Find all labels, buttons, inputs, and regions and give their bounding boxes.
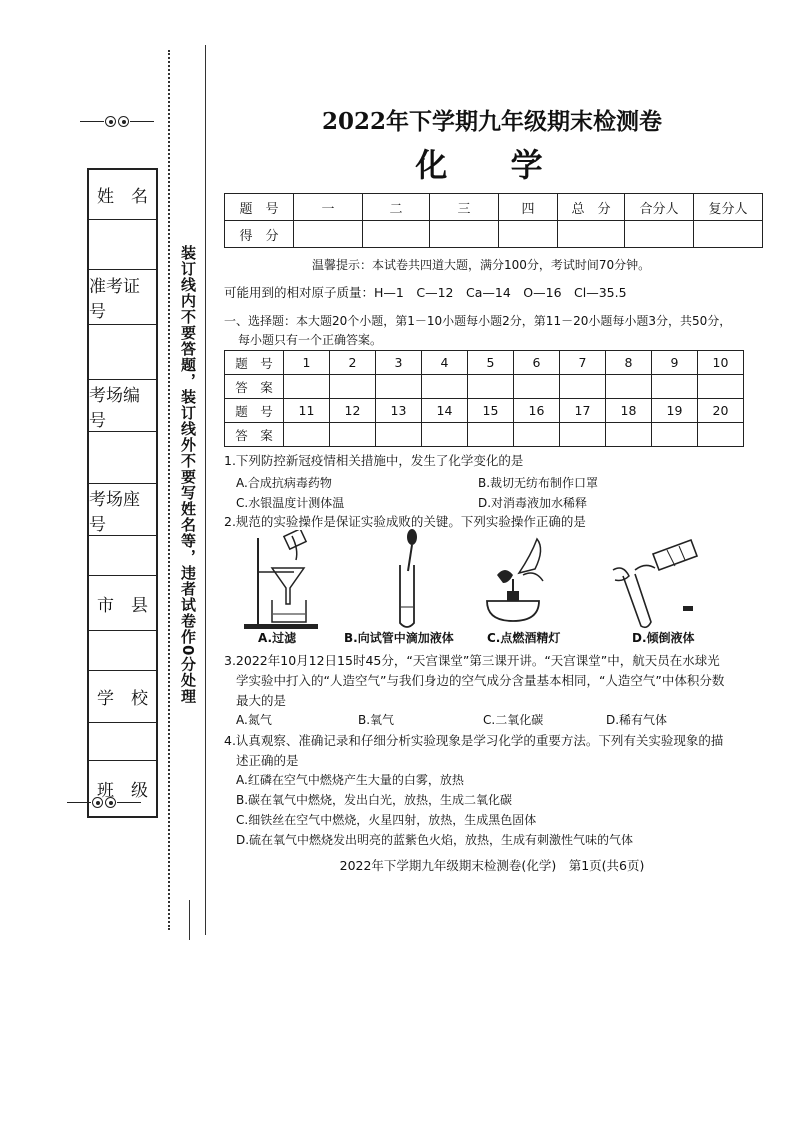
q1-option-d[interactable]: D.对消毒液加水稀释 [478, 496, 588, 510]
score-cell[interactable] [499, 221, 558, 248]
question-number: 4 [422, 351, 468, 375]
question-number: 19 [652, 399, 698, 423]
question-number: 16 [514, 399, 560, 423]
section1-line1: 一、选择题：本大题20个小题，第1－10小题每小题2分，第11－20小题每小题3分，共50分， [224, 314, 732, 328]
score-cell[interactable] [625, 221, 694, 248]
answer-row-label: 答 案 [225, 423, 284, 447]
field-seat-number-label: 考场座号 [89, 484, 156, 536]
answer-cell[interactable] [330, 423, 376, 447]
answer-cell[interactable] [698, 423, 744, 447]
binding-border [205, 45, 206, 935]
atomic-mass-note: 可能用到的相对原子质量：H—1 C—12 Ca—14 O—16 Cl—35.5 [224, 285, 627, 300]
question-number: 5 [468, 351, 514, 375]
question-number: 7 [560, 351, 606, 375]
top-ornament [80, 114, 154, 129]
subject-title: 化 学 [415, 146, 569, 184]
section1-line2: 每小题只有一个正确答案。 [238, 333, 383, 347]
exam-tip: 温馨提示：本试卷共四道大题，满分100分，考试时间70分钟。 [312, 258, 651, 272]
q3-option-b[interactable]: B.氧气 [358, 713, 395, 727]
answer-cell[interactable] [422, 423, 468, 447]
q3-line1: 3.2022年10月12日15时45分，“天宫课堂”第三课开讲。“天宫课堂”中，航天员在水球光 [224, 653, 720, 668]
question-number: 10 [698, 351, 744, 375]
q2-option-a[interactable]: A.过滤 [258, 631, 297, 645]
field-city-county-blank[interactable] [89, 631, 156, 671]
q3-line2: 学实验中打入的“人造空气”与我们身边的空气成分含量基本相同，“人造空气”中体积分数 [236, 673, 725, 688]
score-header-cell: 二 [363, 194, 430, 221]
answer-cell[interactable] [514, 423, 560, 447]
answer-cell[interactable] [284, 375, 330, 399]
page-footer: 2022年下学期九年级期末检测卷(化学) 第1页(共6页) [339, 858, 645, 873]
answer-cell[interactable] [514, 375, 560, 399]
score-cell[interactable] [430, 221, 499, 248]
q4-option-b[interactable]: B.碳在氧气中燃烧，发出白光，放热，生成二氧化碳 [236, 793, 513, 807]
answer-table [224, 350, 744, 447]
binding-dotted-line [168, 50, 170, 930]
question-number: 12 [330, 399, 376, 423]
q1-option-c[interactable]: C.水银温度计测体温 [236, 496, 345, 510]
exam-title: 2022年下学期九年级期末检测卷 [321, 108, 662, 135]
q2-stem: 2.规范的实验操作是保证实验成败的关键。下列实验操作正确的是 [224, 514, 586, 529]
pouring-figure [605, 530, 705, 630]
q4-line1: 4.认真观察、准确记录和仔细分析实验现象是学习化学的重要方法。下列有关实验现象的描 [224, 733, 724, 748]
score-header-cell: 合分人 [625, 194, 694, 221]
q4-option-a[interactable]: A.红磷在空气中燃烧产生大量的白雾，放热 [236, 773, 464, 787]
alcohol-lamp-figure [483, 535, 553, 627]
field-class-label: 班 级 [97, 781, 148, 801]
student-info-box [87, 168, 158, 818]
question-number: 8 [606, 351, 652, 375]
score-table [224, 193, 763, 248]
q3-option-c[interactable]: C.二氧化碳 [483, 713, 544, 727]
answer-cell[interactable] [468, 375, 514, 399]
field-school-label: 学 校 [89, 671, 156, 723]
answer-cell[interactable] [376, 375, 422, 399]
question-number: 15 [468, 399, 514, 423]
answer-row-label: 题 号 [225, 351, 284, 375]
answer-cell[interactable] [422, 375, 468, 399]
question-number: 20 [698, 399, 744, 423]
score-header-cell: 复分人 [694, 194, 763, 221]
question-number: 13 [376, 399, 422, 423]
section1-instructions [224, 312, 762, 350]
answer-row-label: 答 案 [225, 375, 284, 399]
question-number: 18 [606, 399, 652, 423]
score-header-cell: 四 [499, 194, 558, 221]
question-number: 9 [652, 351, 698, 375]
q1-stem: 1.下列防控新冠疫情相关措施中，发生了化学变化的是 [224, 453, 524, 468]
q2-option-c[interactable]: C.点燃酒精灯 [487, 631, 561, 645]
question-number: 14 [422, 399, 468, 423]
question-number: 6 [514, 351, 560, 375]
field-room-number-blank[interactable] [89, 432, 156, 484]
binding-tick [189, 900, 190, 940]
q1-option-a[interactable]: A.合成抗病毒药物 [236, 476, 332, 490]
q3-stem [224, 651, 764, 711]
question-number: 3 [376, 351, 422, 375]
score-row-label: 得 分 [225, 221, 294, 248]
q1-option-b[interactable]: B.裁切无纺布制作口罩 [478, 476, 599, 490]
question-number: 11 [284, 399, 330, 423]
q4-option-d[interactable]: D.硫在氧气中燃烧发出明亮的蓝紫色火焰，放热，生成有刺激性气味的气体 [236, 833, 634, 847]
score-header-cell: 总 分 [558, 194, 625, 221]
answer-cell[interactable] [606, 375, 652, 399]
answer-cell[interactable] [284, 423, 330, 447]
field-room-number-label: 考场编号 [89, 380, 156, 432]
q4-line2: 述正确的是 [236, 753, 299, 768]
answer-cell[interactable] [560, 423, 606, 447]
score-cell[interactable] [558, 221, 625, 248]
q2-option-d[interactable]: D.倾倒液体 [632, 631, 695, 645]
q3-option-d[interactable]: D.稀有气体 [606, 713, 668, 727]
field-seat-number-blank[interactable] [89, 536, 156, 576]
q4-option-c[interactable]: C.细铁丝在空气中燃烧，火星四射，放热，生成黑色固体 [236, 813, 537, 827]
answer-cell[interactable] [652, 423, 698, 447]
field-city-county-label: 市 县 [89, 576, 156, 631]
q3-option-a[interactable]: A.氮气 [236, 713, 272, 727]
field-name-label: 姓 名 [89, 170, 156, 220]
q2-option-b[interactable]: B.向试管中滴加液体 [344, 631, 454, 645]
question-number: 2 [330, 351, 376, 375]
answer-cell[interactable] [468, 423, 514, 447]
dropper-figure [386, 527, 436, 632]
answer-row-label: 题 号 [225, 399, 284, 423]
score-header-cell: 三 [430, 194, 499, 221]
field-school-blank[interactable] [89, 723, 156, 761]
answer-cell[interactable] [330, 375, 376, 399]
score-header-cell: 题 号 [225, 194, 294, 221]
answer-cell[interactable] [560, 375, 606, 399]
answer-cell[interactable] [376, 423, 422, 447]
question-number: 17 [560, 399, 606, 423]
field-exam-number-label: 准考证号 [89, 270, 156, 325]
score-cell[interactable] [294, 221, 363, 248]
score-cell[interactable] [694, 221, 763, 248]
q3-line3: 最大的是 [236, 693, 287, 708]
answer-cell[interactable] [606, 423, 652, 447]
score-cell[interactable] [363, 221, 430, 248]
score-header-cell: 一 [294, 194, 363, 221]
answer-cell[interactable] [652, 375, 698, 399]
q4-stem [224, 731, 764, 771]
binding-notice: 装订线内不要答题，装订线外不要写姓名等，违者试卷作0分处理 [179, 245, 197, 705]
field-exam-number-blank[interactable] [89, 325, 156, 380]
field-name-blank[interactable] [89, 220, 156, 270]
answer-cell[interactable] [698, 375, 744, 399]
filtration-figure [236, 530, 326, 630]
question-number: 1 [284, 351, 330, 375]
